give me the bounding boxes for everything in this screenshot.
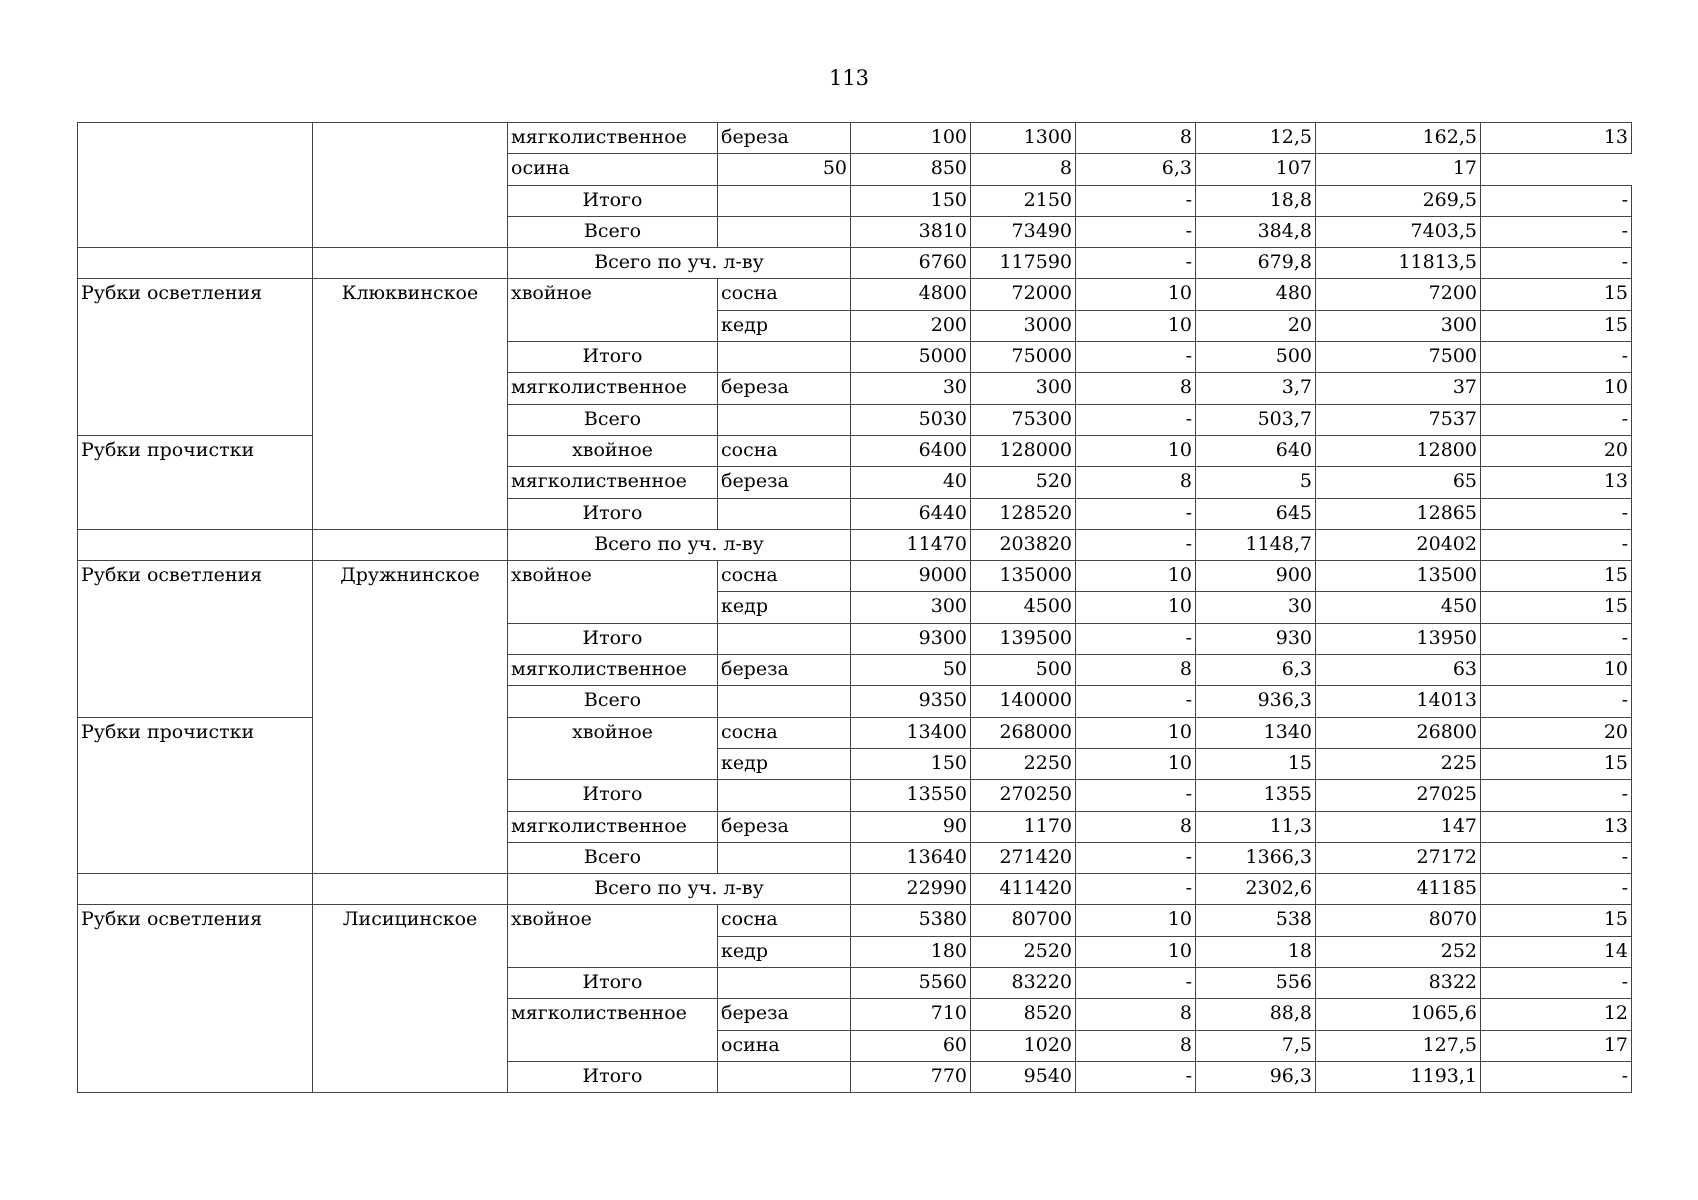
value-cell: 8 <box>1076 373 1196 404</box>
species-cell: береза <box>718 467 851 498</box>
species-cell <box>718 404 851 435</box>
value-cell: 150 <box>851 748 971 779</box>
value-cell: 13 <box>1481 467 1632 498</box>
species-group-cell: хвойное <box>508 717 718 780</box>
value-cell: - <box>1076 842 1196 873</box>
value-cell: 2302,6 <box>1196 874 1316 905</box>
species-group-cell: мягколиственное <box>508 373 718 404</box>
species-cell: сосна <box>718 561 851 592</box>
species-cell <box>718 686 851 717</box>
value-cell: 10 <box>1076 561 1196 592</box>
species-cell: береза <box>718 123 851 154</box>
species-group-cell: мягколиственное <box>508 999 718 1062</box>
value-cell: 18 <box>1196 936 1316 967</box>
value-cell: 20 <box>1481 717 1632 748</box>
value-cell: 300 <box>1316 310 1481 341</box>
value-cell: 83220 <box>971 968 1076 999</box>
species-cell <box>718 623 851 654</box>
value-cell: - <box>1481 842 1632 873</box>
value-cell: 15 <box>1481 310 1632 341</box>
value-cell: 14013 <box>1316 686 1481 717</box>
forestry-district-cell: Лисицинское <box>313 905 508 1093</box>
value-cell: 88,8 <box>1196 999 1316 1030</box>
value-cell: 2520 <box>971 936 1076 967</box>
value-cell: - <box>1481 185 1632 216</box>
value-cell: 90 <box>851 811 971 842</box>
logging-type-cell: Рубки прочистки <box>78 435 313 529</box>
value-cell: 500 <box>1196 342 1316 373</box>
value-cell: - <box>1076 404 1196 435</box>
value-cell: 6,3 <box>1196 655 1316 686</box>
species-cell: кедр <box>718 936 851 967</box>
species-cell: береза <box>718 373 851 404</box>
value-cell: 11813,5 <box>1316 248 1481 279</box>
value-cell: 269,5 <box>1316 185 1481 216</box>
species-cell <box>718 185 851 216</box>
value-cell: 8 <box>1076 811 1196 842</box>
value-cell: 8 <box>1076 655 1196 686</box>
value-cell: 556 <box>1196 968 1316 999</box>
species-group-cell: Итого <box>508 498 718 529</box>
value-cell: - <box>1481 342 1632 373</box>
value-cell: 27172 <box>1316 842 1481 873</box>
value-cell: 135000 <box>971 561 1076 592</box>
value-cell: 3000 <box>971 310 1076 341</box>
species-cell: осина <box>508 154 718 185</box>
value-cell: 538 <box>1196 905 1316 936</box>
value-cell: 10 <box>1481 655 1632 686</box>
value-cell: 225 <box>1316 748 1481 779</box>
value-cell: 75000 <box>971 342 1076 373</box>
species-cell: сосна <box>718 905 851 936</box>
value-cell: 8 <box>1076 467 1196 498</box>
value-cell: 384,8 <box>1196 216 1316 247</box>
value-cell: - <box>1076 686 1196 717</box>
value-cell: - <box>1076 968 1196 999</box>
page-number: 113 <box>828 66 870 90</box>
species-group-cell: Итого <box>508 1061 718 1092</box>
value-cell: 7403,5 <box>1316 216 1481 247</box>
species-cell: кедр <box>718 310 851 341</box>
value-cell: 13400 <box>851 717 971 748</box>
value-cell: 20 <box>1196 310 1316 341</box>
table-row <box>78 435 1632 466</box>
value-cell: 3810 <box>851 216 971 247</box>
value-cell: - <box>1481 529 1632 560</box>
forestry-district-cell <box>313 123 508 248</box>
forestry-district-cell: Клюквинское <box>313 279 508 529</box>
value-cell: 7500 <box>1316 342 1481 373</box>
value-cell: 3,7 <box>1196 373 1316 404</box>
value-cell: 300 <box>851 592 971 623</box>
species-cell <box>718 498 851 529</box>
species-group-cell: Всего <box>508 842 718 873</box>
value-cell: 4800 <box>851 279 971 310</box>
table-row <box>78 123 1632 154</box>
species-group-cell: Итого <box>508 185 718 216</box>
value-cell: 15 <box>1481 279 1632 310</box>
value-cell: 180 <box>851 936 971 967</box>
table-row <box>78 248 1632 279</box>
value-cell: 480 <box>1196 279 1316 310</box>
value-cell: - <box>1076 216 1196 247</box>
value-cell: 1170 <box>971 811 1076 842</box>
value-cell: - <box>1076 780 1196 811</box>
value-cell: 9300 <box>851 623 971 654</box>
value-cell: 40 <box>851 467 971 498</box>
value-cell: 128000 <box>971 435 1076 466</box>
logging-type-cell <box>78 123 313 248</box>
value-cell: 15 <box>1481 561 1632 592</box>
species-group-cell: Итого <box>508 780 718 811</box>
value-cell: 12,5 <box>1196 123 1316 154</box>
value-cell: 12 <box>1481 999 1632 1030</box>
value-cell: 63 <box>1316 655 1481 686</box>
value-cell: 411420 <box>971 874 1076 905</box>
value-cell: 72000 <box>971 279 1076 310</box>
species-group-cell: мягколиственное <box>508 467 718 498</box>
value-cell: 41185 <box>1316 874 1481 905</box>
species-cell <box>718 780 851 811</box>
value-cell: 270250 <box>971 780 1076 811</box>
value-cell: 1340 <box>1196 717 1316 748</box>
species-cell: береза <box>718 655 851 686</box>
value-cell: 5380 <box>851 905 971 936</box>
value-cell: - <box>1481 623 1632 654</box>
value-cell: - <box>1481 968 1632 999</box>
value-cell: 1020 <box>971 1030 1076 1061</box>
value-cell: 710 <box>851 999 971 1030</box>
value-cell: - <box>1481 404 1632 435</box>
value-cell: 252 <box>1316 936 1481 967</box>
logging-type-cell <box>78 248 313 279</box>
value-cell: 4500 <box>971 592 1076 623</box>
value-cell: 1065,6 <box>1316 999 1481 1030</box>
species-group-cell: мягколиственное <box>508 811 718 842</box>
value-cell: 770 <box>851 1061 971 1092</box>
value-cell: 203820 <box>971 529 1076 560</box>
value-cell: 80700 <box>971 905 1076 936</box>
value-cell: 10 <box>1076 435 1196 466</box>
species-group-cell: Всего по уч. л-ву <box>508 874 851 905</box>
value-cell: 10 <box>1076 592 1196 623</box>
species-cell <box>718 968 851 999</box>
value-cell: 10 <box>1076 748 1196 779</box>
species-cell <box>718 216 851 247</box>
species-group-cell: хвойное <box>508 905 718 968</box>
table-row <box>78 279 1632 310</box>
value-cell: - <box>1481 874 1632 905</box>
species-group-cell: Итого <box>508 968 718 999</box>
logging-type-cell <box>78 874 313 905</box>
species-cell <box>718 842 851 873</box>
value-cell: 10 <box>1076 905 1196 936</box>
table-row <box>78 529 1632 560</box>
species-group-cell: хвойное <box>508 561 718 624</box>
table-row <box>78 717 1632 748</box>
species-cell: кедр <box>718 592 851 623</box>
value-cell: - <box>1076 248 1196 279</box>
species-group-cell: Всего <box>508 216 718 247</box>
species-cell: сосна <box>718 717 851 748</box>
value-cell: 268000 <box>971 717 1076 748</box>
value-cell: 75300 <box>971 404 1076 435</box>
species-cell: сосна <box>718 279 851 310</box>
value-cell: 127,5 <box>1316 1030 1481 1061</box>
value-cell: 15 <box>1481 905 1632 936</box>
value-cell: 139500 <box>971 623 1076 654</box>
value-cell: 17 <box>1481 1030 1632 1061</box>
value-cell: 8070 <box>1316 905 1481 936</box>
value-cell: 7537 <box>1316 404 1481 435</box>
value-cell: 5000 <box>851 342 971 373</box>
species-group-cell: мягколиственное <box>508 123 718 154</box>
value-cell: 930 <box>1196 623 1316 654</box>
species-group-cell: Итого <box>508 342 718 373</box>
species-cell <box>718 342 851 373</box>
species-group-cell: Всего по уч. л-ву <box>508 248 851 279</box>
value-cell: 13640 <box>851 842 971 873</box>
table-row <box>78 874 1632 905</box>
value-cell: 20402 <box>1316 529 1481 560</box>
value-cell: 13550 <box>851 780 971 811</box>
value-cell: 30 <box>1196 592 1316 623</box>
value-cell: 6440 <box>851 498 971 529</box>
value-cell: 6400 <box>851 435 971 466</box>
value-cell: - <box>1481 248 1632 279</box>
value-cell: 200 <box>851 310 971 341</box>
species-group-cell: хвойное <box>508 279 718 342</box>
species-cell: кедр <box>718 748 851 779</box>
value-cell: 520 <box>971 467 1076 498</box>
value-cell: - <box>1076 623 1196 654</box>
value-cell: 5560 <box>851 968 971 999</box>
value-cell: 10 <box>1481 373 1632 404</box>
value-cell: 100 <box>851 123 971 154</box>
value-cell: 147 <box>1316 811 1481 842</box>
value-cell: - <box>1076 529 1196 560</box>
value-cell: 936,3 <box>1196 686 1316 717</box>
value-cell: 8 <box>1076 999 1196 1030</box>
value-cell: 10 <box>1076 310 1196 341</box>
value-cell: 50 <box>718 154 851 185</box>
logging-type-cell <box>78 529 313 560</box>
value-cell: 503,7 <box>1196 404 1316 435</box>
forestry-district-cell <box>313 248 508 279</box>
value-cell: - <box>1076 342 1196 373</box>
value-cell: 6760 <box>851 248 971 279</box>
value-cell: - <box>1481 1061 1632 1092</box>
value-cell: 17 <box>1316 154 1481 185</box>
value-cell: 13 <box>1481 123 1632 154</box>
species-group-cell: мягколиственное <box>508 655 718 686</box>
value-cell: 15 <box>1481 748 1632 779</box>
value-cell: 1148,7 <box>1196 529 1316 560</box>
value-cell: 640 <box>1196 435 1316 466</box>
value-cell: 20 <box>1481 435 1632 466</box>
species-cell: береза <box>718 999 851 1030</box>
value-cell: 18,8 <box>1196 185 1316 216</box>
value-cell: 10 <box>1076 279 1196 310</box>
forestry-district-cell: Дружнинское <box>313 561 508 874</box>
forestry-district-cell <box>313 874 508 905</box>
value-cell: 13950 <box>1316 623 1481 654</box>
value-cell: 96,3 <box>1196 1061 1316 1092</box>
value-cell: - <box>1481 686 1632 717</box>
value-cell: 26800 <box>1316 717 1481 748</box>
value-cell: 11,3 <box>1196 811 1316 842</box>
table-row <box>78 561 1632 592</box>
species-cell: осина <box>718 1030 851 1061</box>
value-cell: 50 <box>851 655 971 686</box>
value-cell: - <box>1481 780 1632 811</box>
species-cell <box>718 1061 851 1092</box>
value-cell: 11470 <box>851 529 971 560</box>
value-cell: 5 <box>1196 467 1316 498</box>
value-cell: 9350 <box>851 686 971 717</box>
species-group-cell: хвойное <box>508 435 718 466</box>
value-cell: 30 <box>851 373 971 404</box>
value-cell: 22990 <box>851 874 971 905</box>
value-cell: 7,5 <box>1196 1030 1316 1061</box>
value-cell: 12800 <box>1316 435 1481 466</box>
species-cell: береза <box>718 811 851 842</box>
value-cell: - <box>1481 498 1632 529</box>
species-group-cell: Итого <box>508 623 718 654</box>
value-cell: 1193,1 <box>1316 1061 1481 1092</box>
value-cell: 27025 <box>1316 780 1481 811</box>
value-cell: 107 <box>1196 154 1316 185</box>
table-row <box>78 905 1632 936</box>
value-cell: 900 <box>1196 561 1316 592</box>
species-cell: сосна <box>718 435 851 466</box>
value-cell: 5030 <box>851 404 971 435</box>
logging-type-cell: Рубки осветления <box>78 905 313 1093</box>
value-cell: 6,3 <box>1076 154 1196 185</box>
value-cell: 10 <box>1076 936 1196 967</box>
value-cell: 13500 <box>1316 561 1481 592</box>
value-cell: 500 <box>971 655 1076 686</box>
value-cell: 9000 <box>851 561 971 592</box>
value-cell: 645 <box>1196 498 1316 529</box>
logging-type-cell: Рубки прочистки <box>78 717 313 873</box>
value-cell: 9540 <box>971 1061 1076 1092</box>
species-group-cell: Всего <box>508 686 718 717</box>
value-cell: 1355 <box>1196 780 1316 811</box>
value-cell: 73490 <box>971 216 1076 247</box>
value-cell: 150 <box>851 185 971 216</box>
value-cell: 60 <box>851 1030 971 1061</box>
value-cell: 10 <box>1076 717 1196 748</box>
value-cell: 8520 <box>971 999 1076 1030</box>
forestry-district-cell <box>313 529 508 560</box>
logging-type-cell: Рубки осветления <box>78 279 313 435</box>
value-cell: 15 <box>1196 748 1316 779</box>
species-group-cell: Всего по уч. л-ву <box>508 529 851 560</box>
value-cell: 140000 <box>971 686 1076 717</box>
value-cell: 37 <box>1316 373 1481 404</box>
logging-table <box>77 122 1632 1093</box>
value-cell: - <box>1076 874 1196 905</box>
value-cell: 7200 <box>1316 279 1481 310</box>
value-cell: 15 <box>1481 592 1632 623</box>
value-cell: - <box>1076 185 1196 216</box>
value-cell: 271420 <box>971 842 1076 873</box>
value-cell: 679,8 <box>1196 248 1316 279</box>
value-cell: 162,5 <box>1316 123 1481 154</box>
value-cell: 8322 <box>1316 968 1481 999</box>
value-cell: 8 <box>1076 1030 1196 1061</box>
species-group-cell: Всего <box>508 404 718 435</box>
value-cell: - <box>1076 498 1196 529</box>
value-cell: 8 <box>971 154 1076 185</box>
value-cell: 65 <box>1316 467 1481 498</box>
value-cell: 1366,3 <box>1196 842 1316 873</box>
value-cell: 14 <box>1481 936 1632 967</box>
value-cell: 12865 <box>1316 498 1481 529</box>
value-cell: 1300 <box>971 123 1076 154</box>
value-cell: 8 <box>1076 123 1196 154</box>
value-cell: 300 <box>971 373 1076 404</box>
value-cell: 450 <box>1316 592 1481 623</box>
value-cell: 13 <box>1481 811 1632 842</box>
value-cell: 2150 <box>971 185 1076 216</box>
value-cell: 117590 <box>971 248 1076 279</box>
value-cell: 850 <box>851 154 971 185</box>
value-cell: - <box>1076 1061 1196 1092</box>
logging-type-cell: Рубки осветления <box>78 561 313 717</box>
value-cell: 2250 <box>971 748 1076 779</box>
value-cell: 128520 <box>971 498 1076 529</box>
value-cell: - <box>1481 216 1632 247</box>
